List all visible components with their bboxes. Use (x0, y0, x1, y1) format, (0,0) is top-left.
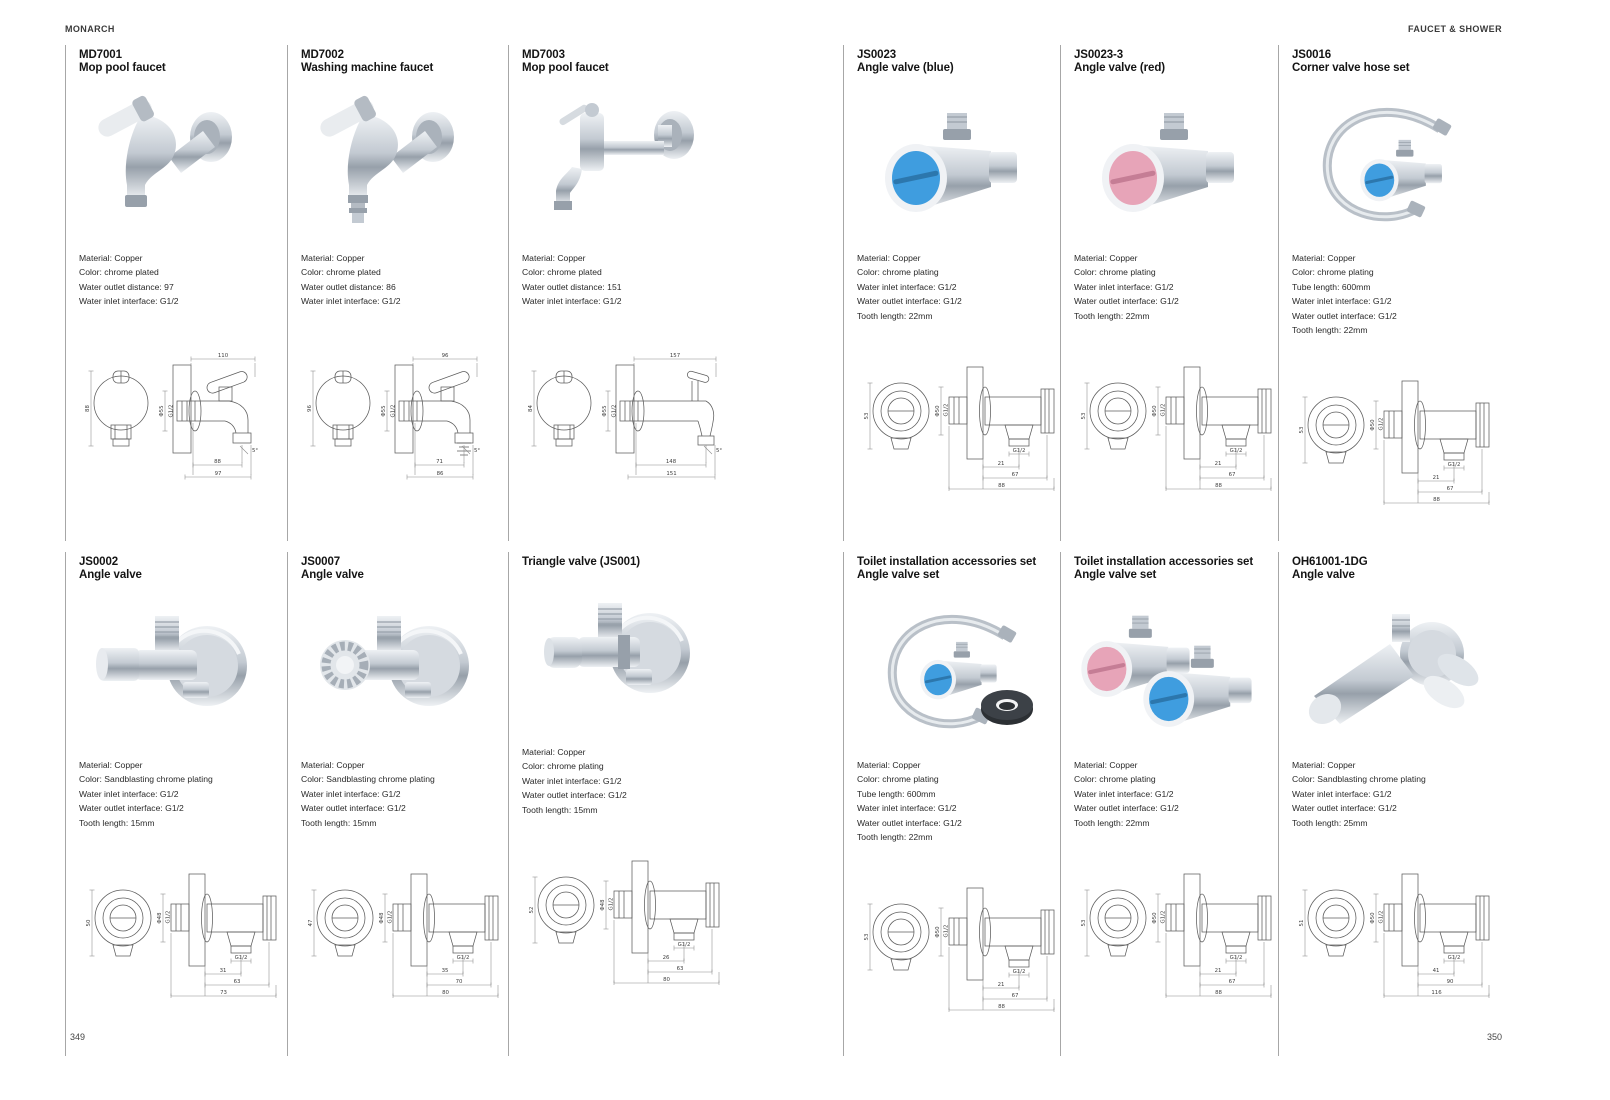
spec-line: Water inlet interface: G1/2 (857, 803, 957, 814)
product-photo (79, 85, 285, 237)
svg-text:G1/2: G1/2 (1012, 969, 1026, 976)
svg-text:G1/2: G1/2 (1160, 403, 1167, 417)
technical-drawing (301, 846, 507, 1003)
spec-line: Water outlet interface: G1/2 (857, 296, 962, 307)
spec-line: Color: chrome plated (522, 267, 602, 278)
spec-line: Color: Sandblasting chrome plating (301, 774, 435, 785)
product-card (65, 45, 285, 541)
product-card (1060, 552, 1280, 1056)
product-photo (1074, 85, 1280, 237)
product-title (1292, 49, 1504, 75)
product-title (857, 49, 1063, 75)
svg-text:26: 26 (662, 955, 670, 962)
product-specs (301, 758, 507, 830)
svg-text:80: 80 (663, 977, 670, 984)
spec-line: Tooth length: 22mm (857, 310, 933, 321)
page-number-right: 350 (1486, 1032, 1502, 1042)
technical-drawing (1074, 339, 1280, 496)
spec-line: Material: Copper (1292, 253, 1356, 263)
product-photo (857, 85, 1063, 237)
spec-line: Material: Copper (522, 747, 586, 757)
svg-text:110: 110 (217, 352, 229, 359)
svg-text:Φ55: Φ55 (159, 405, 165, 417)
spec-line: Material: Copper (79, 760, 143, 770)
svg-text:51: 51 (1299, 919, 1305, 927)
svg-text:Φ48: Φ48 (379, 912, 385, 924)
svg-text:88: 88 (1215, 483, 1222, 490)
svg-text:G1/2: G1/2 (1229, 955, 1243, 962)
product-card (1278, 45, 1504, 541)
product-code: JS0016 (1292, 49, 1332, 61)
svg-text:G1/2: G1/2 (1012, 448, 1026, 455)
product-title (522, 49, 728, 75)
product-photo (522, 85, 728, 237)
product-photo (301, 85, 507, 237)
spec-line: Material: Copper (79, 253, 143, 263)
product-card (65, 552, 285, 1056)
svg-text:116: 116 (1431, 990, 1442, 997)
product-code: Toilet installation accessories set (857, 556, 1037, 568)
spec-line: Water inlet interface: G1/2 (522, 296, 622, 307)
spec-line: Color: chrome plating (522, 761, 604, 772)
spec-line: Material: Copper (857, 253, 921, 263)
product-name: Angle valve set (857, 569, 940, 581)
spec-line: Tooth length: 25mm (1292, 817, 1368, 828)
spec-line: Tooth length: 22mm (1074, 817, 1150, 828)
svg-text:Φ50: Φ50 (1152, 912, 1158, 924)
spec-line: Tooth length: 15mm (301, 817, 377, 828)
spec-line: Color: chrome plating (857, 267, 939, 278)
product-name: Angle valve (red) (1074, 62, 1165, 74)
svg-text:53: 53 (1081, 412, 1087, 420)
product-code: MD7001 (79, 49, 122, 61)
spec-line: Tooth length: 15mm (522, 804, 598, 815)
product-photo (857, 592, 1063, 744)
product-code: JS0023-3 (1074, 49, 1124, 61)
spec-line: Material: Copper (301, 760, 365, 770)
svg-text:90: 90 (1446, 979, 1454, 986)
spec-line: Tooth length: 15mm (79, 817, 155, 828)
product-code: MD7002 (301, 49, 344, 61)
technical-drawing (522, 325, 728, 492)
spec-line: Tooth length: 22mm (1292, 325, 1368, 336)
product-title (301, 556, 507, 582)
svg-text:52: 52 (529, 906, 535, 914)
svg-text:21: 21 (1214, 461, 1222, 468)
spec-line: Water outlet interface: G1/2 (301, 803, 406, 814)
product-specs (1074, 251, 1280, 323)
product-card (508, 552, 728, 1056)
product-photo (1292, 592, 1504, 744)
svg-text:70: 70 (455, 979, 463, 986)
svg-text:Φ50: Φ50 (1370, 912, 1376, 924)
spec-line: Color: chrome plated (79, 267, 159, 278)
product-photo (301, 592, 507, 744)
svg-text:84: 84 (528, 404, 534, 412)
product-specs (301, 251, 507, 309)
spec-line: Material: Copper (1074, 253, 1138, 263)
svg-text:G1/2: G1/2 (1447, 462, 1461, 469)
spec-line: Color: chrome plating (1292, 267, 1374, 278)
spec-line: Color: Sandblasting chrome plating (1292, 774, 1426, 785)
svg-text:31: 31 (219, 968, 227, 975)
spec-line: Water inlet interface: G1/2 (301, 296, 401, 307)
spec-line: Water outlet interface: G1/2 (1074, 803, 1179, 814)
svg-text:151: 151 (666, 470, 677, 477)
svg-text:53: 53 (1299, 427, 1305, 434)
svg-text:G1/2: G1/2 (387, 910, 394, 924)
brand-header: MONARCH (65, 24, 115, 34)
product-title (1074, 49, 1280, 75)
svg-text:Φ50: Φ50 (935, 926, 941, 938)
svg-text:G1/2: G1/2 (611, 404, 618, 418)
technical-drawing (301, 325, 507, 492)
technical-drawing (1292, 353, 1504, 510)
product-specs (79, 758, 285, 830)
technical-drawing (857, 339, 1063, 496)
technical-drawing (1074, 846, 1280, 1003)
spec-line: Water outlet interface: G1/2 (1074, 296, 1179, 307)
product-specs (857, 758, 1063, 844)
spec-line: Water inlet interface: G1/2 (857, 281, 957, 292)
product-card (508, 45, 728, 541)
svg-text:G1/2: G1/2 (1229, 448, 1243, 455)
svg-text:73: 73 (220, 990, 227, 997)
spec-line: Water inlet interface: G1/2 (1074, 281, 1174, 292)
product-card (1060, 45, 1280, 541)
svg-text:Φ55: Φ55 (381, 405, 387, 417)
product-photo (522, 579, 728, 731)
product-specs (79, 251, 285, 309)
spec-line: Color: chrome plating (1074, 774, 1156, 785)
spec-line: Water inlet interface: G1/2 (1292, 788, 1392, 799)
spec-line: Color: Sandblasting chrome plating (79, 774, 213, 785)
spec-line: Color: chrome plating (1074, 267, 1156, 278)
svg-text:G1/2: G1/2 (165, 910, 172, 924)
spec-line: Water inlet interface: G1/2 (522, 775, 622, 786)
svg-text:67: 67 (1228, 472, 1236, 479)
product-title (79, 556, 285, 582)
spec-line: Water inlet interface: G1/2 (79, 788, 179, 799)
product-code: JS0002 (79, 556, 119, 568)
technical-drawing (79, 325, 285, 492)
product-name: Angle valve set (1074, 569, 1157, 581)
svg-text:47: 47 (308, 919, 314, 927)
svg-text:88: 88 (1433, 497, 1440, 504)
svg-text:67: 67 (1228, 979, 1236, 986)
product-photo (1292, 85, 1504, 237)
spec-line: Material: Copper (522, 253, 586, 263)
svg-text:Φ50: Φ50 (1152, 405, 1158, 417)
svg-text:80: 80 (442, 990, 449, 997)
spec-line: Water outlet interface: G1/2 (1292, 803, 1397, 814)
svg-text:Φ48: Φ48 (600, 899, 606, 911)
svg-text:G1/2: G1/2 (1378, 910, 1385, 924)
product-name: Angle valve (79, 569, 142, 581)
svg-text:148: 148 (665, 458, 677, 465)
product-specs (1074, 758, 1280, 830)
svg-text:96: 96 (307, 404, 313, 412)
product-title (1292, 556, 1504, 582)
spec-line: Water inlet interface: G1/2 (79, 296, 179, 307)
product-name: Corner valve hose set (1292, 62, 1410, 74)
svg-text:67: 67 (1011, 993, 1019, 1000)
svg-text:97: 97 (214, 470, 222, 477)
svg-text:67: 67 (1446, 486, 1454, 493)
svg-text:53: 53 (864, 412, 870, 420)
svg-text:88: 88 (998, 483, 1005, 490)
svg-text:50: 50 (86, 919, 92, 927)
svg-text:Φ50: Φ50 (935, 405, 941, 417)
svg-text:5°: 5° (252, 447, 259, 454)
product-specs (1292, 758, 1504, 830)
product-card (843, 45, 1063, 541)
svg-text:G1/2: G1/2 (390, 404, 397, 418)
svg-text:G1/2: G1/2 (1447, 955, 1461, 962)
spec-line: Material: Copper (857, 760, 921, 770)
product-code: Toilet installation accessories set (1074, 556, 1254, 568)
svg-text:G1/2: G1/2 (456, 955, 470, 962)
spec-line: Material: Copper (1074, 760, 1138, 770)
section-header: FAUCET & SHOWER (1407, 24, 1502, 34)
svg-text:G1/2: G1/2 (608, 897, 615, 911)
spec-line: Water outlet distance: 86 (301, 281, 396, 292)
svg-text:G1/2: G1/2 (943, 925, 950, 938)
svg-text:G1/2: G1/2 (234, 955, 248, 962)
product-specs (857, 251, 1063, 323)
product-name: Angle valve (1292, 569, 1355, 581)
product-card (1278, 552, 1504, 1056)
product-photo (1074, 592, 1280, 744)
svg-text:53: 53 (864, 934, 870, 941)
spec-line: Water inlet interface: G1/2 (1074, 788, 1174, 799)
svg-text:88: 88 (1215, 990, 1222, 997)
svg-text:5°: 5° (716, 447, 723, 454)
svg-text:88: 88 (998, 1004, 1005, 1011)
spec-line: Water outlet interface: G1/2 (857, 817, 962, 828)
technical-drawing (1292, 846, 1504, 1003)
product-title (1074, 556, 1280, 582)
product-name: Washing machine faucet (301, 62, 434, 74)
product-photo (79, 592, 285, 744)
svg-text:41: 41 (1432, 968, 1440, 975)
svg-text:67: 67 (1011, 472, 1019, 479)
page-number-left: 349 (70, 1032, 86, 1042)
product-code: Triangle valve (JS001) (522, 556, 640, 568)
svg-text:Φ55: Φ55 (602, 405, 608, 417)
svg-text:21: 21 (1432, 475, 1440, 482)
product-title (301, 49, 507, 75)
svg-text:53: 53 (1081, 919, 1087, 927)
product-title (857, 556, 1063, 582)
product-code: MD7003 (522, 49, 565, 61)
spec-line: Water inlet interface: G1/2 (301, 788, 401, 799)
product-code: JS0023 (857, 49, 897, 61)
svg-text:63: 63 (676, 966, 684, 973)
spec-line: Tube length: 600mm (1292, 281, 1371, 292)
product-code: JS0007 (301, 556, 341, 568)
svg-text:35: 35 (441, 968, 449, 975)
spec-line: Tube length: 600mm (857, 788, 936, 799)
svg-text:86: 86 (436, 470, 444, 477)
product-specs (1292, 251, 1504, 337)
svg-text:63: 63 (233, 979, 241, 986)
spec-line: Color: chrome plating (857, 774, 939, 785)
svg-text:G1/2: G1/2 (677, 942, 691, 949)
svg-text:Φ48: Φ48 (157, 912, 163, 924)
svg-text:G1/2: G1/2 (1160, 910, 1167, 924)
product-name: Mop pool faucet (79, 62, 166, 74)
spec-line: Water outlet interface: G1/2 (79, 803, 184, 814)
technical-drawing (522, 833, 728, 990)
svg-text:88: 88 (214, 458, 221, 465)
svg-text:21: 21 (1214, 968, 1222, 975)
svg-text:G1/2: G1/2 (1378, 418, 1385, 431)
product-name: Angle valve (blue) (857, 62, 954, 74)
spec-line: Tooth length: 22mm (1074, 310, 1150, 321)
svg-text:21: 21 (997, 982, 1005, 989)
product-specs (522, 745, 728, 817)
product-card (287, 552, 507, 1056)
spec-line: Material: Copper (301, 253, 365, 263)
spec-line: Tooth length: 22mm (857, 832, 933, 843)
svg-text:21: 21 (997, 461, 1005, 468)
svg-text:88: 88 (85, 404, 91, 412)
spec-line: Water outlet distance: 97 (79, 281, 174, 292)
svg-text:157: 157 (669, 352, 681, 359)
product-title (522, 556, 728, 569)
spec-line: Color: chrome plated (301, 267, 381, 278)
svg-text:5°: 5° (474, 447, 481, 454)
spec-line: Water outlet distance: 151 (522, 281, 622, 292)
product-name: Mop pool faucet (522, 62, 609, 74)
svg-text:Φ50: Φ50 (1370, 419, 1376, 431)
spec-line: Water outlet interface: G1/2 (1292, 310, 1397, 321)
technical-drawing (857, 860, 1063, 1017)
svg-text:G1/2: G1/2 (943, 403, 950, 417)
product-code: OH61001-1DG (1292, 556, 1368, 568)
product-name: Angle valve (301, 569, 364, 581)
svg-text:96: 96 (441, 352, 449, 359)
svg-text:71: 71 (436, 458, 443, 465)
product-title (79, 49, 285, 75)
product-card (843, 552, 1063, 1056)
spec-line: Water inlet interface: G1/2 (1292, 296, 1392, 307)
product-specs (522, 251, 728, 309)
svg-text:G1/2: G1/2 (168, 404, 175, 418)
technical-drawing (79, 846, 285, 1003)
spec-line: Water outlet interface: G1/2 (522, 790, 627, 801)
product-card (287, 45, 507, 541)
spec-line: Material: Copper (1292, 760, 1356, 770)
